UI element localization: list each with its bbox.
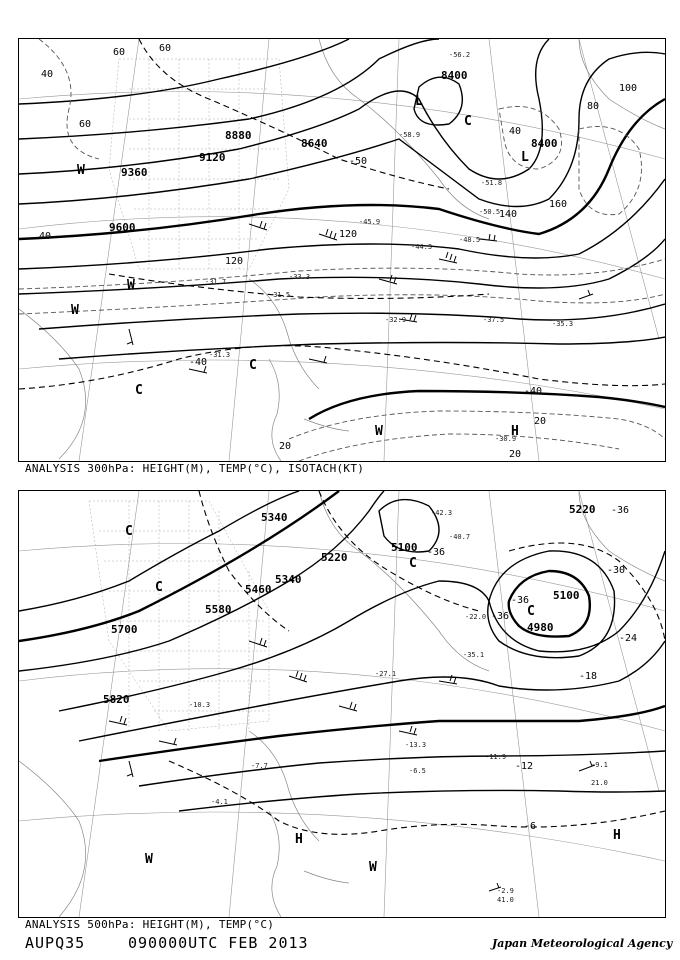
height-label: 5340 <box>275 573 302 586</box>
height-contours <box>19 491 665 811</box>
chart-id: AUPQ35 <box>25 934 86 952</box>
temp-label: -36 <box>611 505 630 516</box>
obs-value: -9.1 <box>591 761 608 769</box>
height-label: 9120 <box>199 151 226 164</box>
low-center: L <box>521 150 529 165</box>
obs-value: -50.5 <box>479 208 501 216</box>
graticule <box>19 39 665 461</box>
station-obs <box>189 509 608 904</box>
warm-center: W <box>375 424 383 439</box>
cold-center: C <box>464 114 472 129</box>
height-label: 5220 <box>569 503 596 516</box>
map-500hpa-svg <box>19 491 665 917</box>
temp-labels <box>189 156 542 397</box>
obs-value: -42.3 <box>431 509 453 517</box>
temp-label: -36 <box>427 547 446 558</box>
obs-value: -51.8 <box>481 179 503 187</box>
isotach-label: 140 <box>499 209 518 220</box>
obs-value: -30.9 <box>495 435 517 443</box>
high-center: H <box>295 832 303 847</box>
obs-value: 41.0 <box>497 896 514 904</box>
isotach-label: 40 <box>509 126 522 137</box>
isotach-label: 40 <box>39 231 52 242</box>
isotach-label: 100 <box>619 83 638 94</box>
map-300hpa-svg <box>19 39 665 461</box>
temp-label: -36 <box>511 595 530 606</box>
map-500hpa <box>18 490 666 918</box>
obs-value: -10.3 <box>189 701 211 709</box>
height-label: 8880 <box>225 129 252 142</box>
station-obs <box>205 51 573 443</box>
height-label: 9360 <box>121 166 148 179</box>
obs-value: -22.0 <box>465 613 487 621</box>
obs-value: -35.1 <box>463 651 485 659</box>
obs-value: -48.5 <box>459 236 481 244</box>
high-center: H <box>511 424 519 439</box>
isotachs <box>19 39 665 461</box>
temp-label: -40 <box>524 386 543 397</box>
warm-center: W <box>145 852 153 867</box>
height-label: 8400 <box>441 69 468 82</box>
obs-value: -58.9 <box>399 131 421 139</box>
isotach-label: 160 <box>549 199 568 210</box>
temp-label: -30 <box>607 565 626 576</box>
obs-value: -31.5 <box>269 291 291 299</box>
valid-time: 090000UTC FEB 2013 <box>128 934 309 952</box>
obs-value: -2.9 <box>497 887 514 895</box>
height-label: 8400 <box>531 137 558 150</box>
isotach-label: 20 <box>534 416 547 427</box>
temp-label: -40 <box>189 357 208 368</box>
temp-label: -36 <box>491 611 510 622</box>
obs-value: -40.7 <box>449 533 471 541</box>
temp-label: -6 <box>524 821 537 832</box>
obs-value: -33.3 <box>289 273 311 281</box>
obs-value: -7.7 <box>251 762 268 770</box>
height-label: 4980 <box>527 621 554 634</box>
centers <box>71 94 529 439</box>
warm-center: W <box>369 860 377 875</box>
height-label: 5580 <box>205 603 232 616</box>
height-label: 5460 <box>245 583 272 596</box>
obs-value: -31.3 <box>209 351 231 359</box>
isotach-label: 60 <box>79 119 92 130</box>
cold-center: C <box>125 524 133 539</box>
isotach-label: 60 <box>159 43 172 54</box>
isotach-labels <box>39 43 637 460</box>
obs-value: -37.5 <box>483 316 505 324</box>
isotach-label: 120 <box>225 256 244 267</box>
caption-500hpa: ANALYSIS 500hPa: HEIGHT(M), TEMP(°C) <box>25 918 275 931</box>
warm-center: W <box>127 278 135 293</box>
agency-credit: Japan Meteorological Agency <box>492 937 673 950</box>
obs-value: -27.1 <box>375 670 397 678</box>
cold-center: C <box>409 556 417 571</box>
height-label: 9600 <box>109 221 136 234</box>
obs-value: -56.2 <box>449 51 471 59</box>
centers <box>125 524 621 875</box>
height-label: 8640 <box>301 137 328 150</box>
low-center: L <box>415 94 423 109</box>
obs-value: -31.7 <box>205 278 227 286</box>
isotach-label: 60 <box>113 47 126 58</box>
map-300hpa <box>18 38 666 462</box>
height-label: 5340 <box>261 511 288 524</box>
cold-center: C <box>527 604 535 619</box>
height-label: 5100 <box>553 589 580 602</box>
temp-label: -24 <box>619 633 638 644</box>
isotach-label: 120 <box>339 229 358 240</box>
isotach-label: 40 <box>41 69 54 80</box>
cold-center: C <box>249 358 257 373</box>
coastlines <box>19 39 665 461</box>
temp-label: -18 <box>579 671 598 682</box>
obs-value: -32.9 <box>385 316 407 324</box>
height-label: 5700 <box>111 623 138 636</box>
obs-value: -35.3 <box>552 320 574 328</box>
obs-value: 21.0 <box>591 779 608 787</box>
temp-label: -50 <box>349 156 368 167</box>
height-label: 5820 <box>103 693 130 706</box>
obs-value: -4.1 <box>211 798 228 806</box>
isotach-label: 80 <box>587 101 600 112</box>
cold-center: C <box>155 580 163 595</box>
cold-center: C <box>135 383 143 398</box>
obs-value: -44.3 <box>411 243 433 251</box>
height-label: 5220 <box>321 551 348 564</box>
caption-300hpa: ANALYSIS 300hPa: HEIGHT(M), TEMP(°C), ISOTACH(KT) <box>25 462 365 475</box>
obs-value: -6.5 <box>409 767 426 775</box>
high-center: H <box>613 828 621 843</box>
warm-center: W <box>71 303 79 318</box>
isotach-label: 20 <box>279 441 292 452</box>
warm-center: W <box>77 163 85 178</box>
height-label: 5100 <box>391 541 418 554</box>
obs-value: -11.9 <box>485 753 507 761</box>
isotach-label: 20 <box>509 449 522 460</box>
temp-label: -12 <box>515 761 534 772</box>
obs-value: -13.3 <box>405 741 427 749</box>
obs-value: -45.9 <box>359 218 381 226</box>
